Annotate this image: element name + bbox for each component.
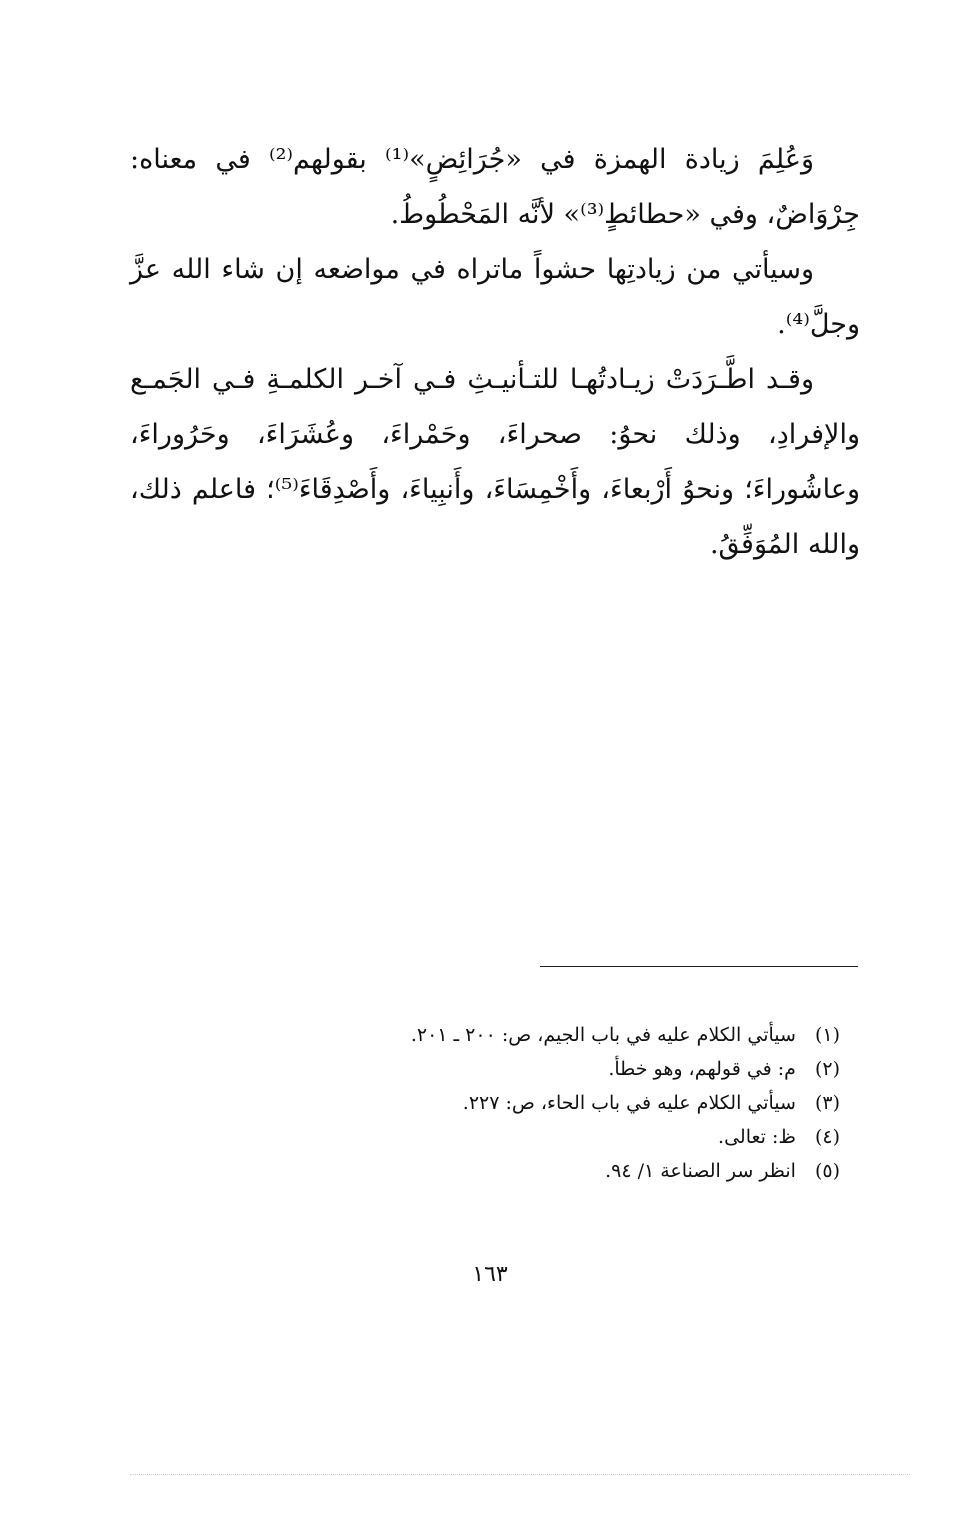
footnote-item xyxy=(330,1120,840,1154)
footnote-item xyxy=(330,1086,840,1120)
footnote-item xyxy=(330,1154,840,1188)
footnote-text: سيأتي الكلام عليه في باب الحاء، ص: ٢٢٧. xyxy=(462,1092,796,1114)
paragraph-hamza-medial: وسيأتي من زيادتِها حشواً ماتراه في مواضعه إن شاء الله عزَّ وجلَّ⁽⁴⁾. xyxy=(130,254,860,340)
footnote-text: م: في قولهم، وهو خطأ. xyxy=(608,1058,796,1080)
footnotes-list xyxy=(330,1018,840,1188)
footnote-separator xyxy=(540,966,858,967)
paragraph-hamza-jaraid: وَعُلِمَ زيادة الهمزة في «جُرَائِضٍ»⁽¹⁾ بقولهم⁽²⁾ في معناه: جِرْوَاضٌ، وفي «حطائطٍ⁽³⁾» لأنَّه المَحْطُوطُ. xyxy=(130,144,860,230)
footnote-item xyxy=(330,1018,840,1052)
footnote-number: (٣) xyxy=(814,1092,840,1114)
footnote-number: (١) xyxy=(814,1024,840,1046)
footnote-text: سيأتي الكلام عليه في باب الجيم، ص: ٢٠٠ ـ ٢٠١. xyxy=(410,1024,796,1046)
footnote-number: (٤) xyxy=(814,1126,840,1148)
footnote-text: ظ: تعالى. xyxy=(718,1126,796,1148)
footnote-number: (٢) xyxy=(814,1058,840,1080)
scan-edge-artifact xyxy=(130,1474,910,1475)
paragraph-hamza-feminine: وقـد اطَّـرَدَتْ زيـادتُهـا للتـأنيـثِ فـي آخـر الكلمـةِ فـي الجَمـع والإفرادِ، وذلك نحوُ: صحراءَ، وحَمْراءَ، وعُشَرَاءَ، وحَرُوراءَ، وعاشُوراءَ؛ ونحوُ أَرْبعاءَ، وأَخْمِسَاءَ، وأَنبِياءَ، وأَصْدِقَاءَ⁽⁵⁾؛ فاعلم ذلك، والله المُوَفِّقُ. xyxy=(130,364,860,560)
footnote-item xyxy=(330,1052,840,1086)
page-number: ١٦٣ xyxy=(472,1262,508,1287)
main-text-body xyxy=(130,132,860,572)
footnote-text: انظر سر الصناعة ١/ ٩٤. xyxy=(605,1160,796,1182)
footnote-number: (٥) xyxy=(814,1160,840,1182)
